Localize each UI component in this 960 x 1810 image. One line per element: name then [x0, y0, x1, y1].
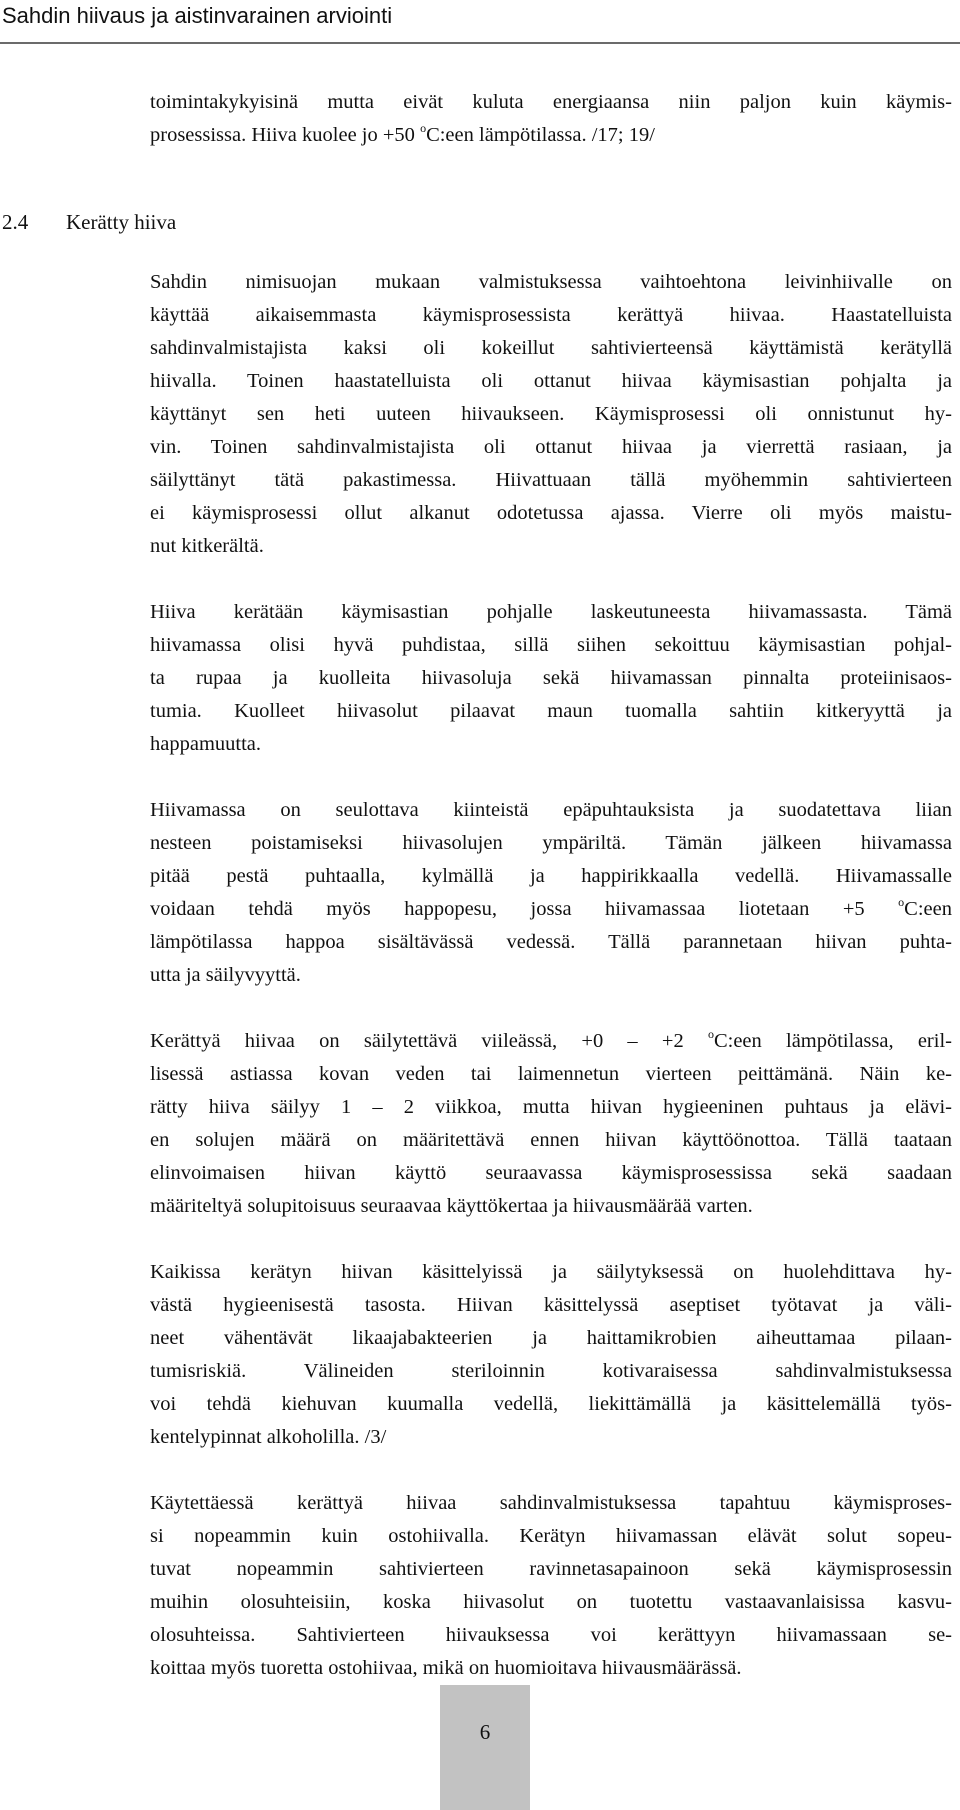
text-line: tumia. Kuolleet hiivasolut pilaavat maun tuomalla sahtiin kitkeryyttä ja — [150, 700, 952, 722]
text-line: neet vähentävät likaajabakteerien ja haittamikrobien aiheuttamaa pilaan- — [150, 1327, 952, 1349]
text-line: elinvoimaisen hiivan käyttö seuraavassa käymisprosessissa sekä saadaan — [150, 1162, 952, 1184]
text-line: ta rupaa ja kuolleita hiivasoluja sekä hiivamassan pinnalta proteiinisaos- — [150, 667, 952, 689]
paragraph-5 — [150, 1256, 952, 1454]
intro-paragraph — [150, 86, 952, 152]
text-segment: Kerättyä hiivaa on säilytettävä viileässä, +0 – +2 — [150, 1030, 708, 1052]
text-segment: C:een — [904, 898, 952, 920]
text-segment: C:een lämpötilassa, eril- — [713, 1030, 952, 1052]
text-line: sahdinvalmistajista kaksi oli kokeillut sahtivierteensä käyttämistä kerätyllä — [150, 337, 952, 359]
paragraph-6 — [150, 1487, 952, 1685]
text-line: Kaikissa kerätyn hiivan käsittelyissä ja säilytyksessä on huolehdittava hy- — [150, 1261, 952, 1283]
document-body — [150, 86, 952, 152]
page-number: 6 — [479, 1720, 491, 1744]
text-line — [150, 1025, 952, 1058]
text-line: muihin olosuhteisiin, koska hiivasolut on tuotettu vastaavanlaisissa kasvu- — [150, 1591, 952, 1613]
degree-superscript: o — [707, 1027, 714, 1041]
paragraph-4 — [150, 1025, 952, 1223]
text-line: happamuutta. — [150, 733, 262, 755]
section-title: Kerätty hiiva — [66, 210, 177, 234]
text-line: määriteltyä solupitoisuus seuraavaa käyttökertaa ja hiivausmäärää varten. — [150, 1195, 753, 1217]
text-line: ei käymisprosessi ollut alkanut odotetussa ajassa. Vierre oli myös maistu- — [150, 502, 952, 524]
text-line: tumisriskiä. Välineiden steriloinnin kotivaraisessa sahdinvalmistuksessa — [150, 1360, 952, 1382]
degree-superscript: o — [898, 895, 905, 909]
paragraph-3 — [150, 794, 952, 992]
section-heading — [2, 207, 702, 237]
degree-superscript: o — [420, 121, 427, 135]
text-line: olosuhteissa. Sahtivierteen hiivauksessa voi kerättyyn hiivamassaan se- — [150, 1624, 952, 1646]
text-line: toimintakykyisinä mutta eivät kuluta energiaansa niin paljon kuin käymis- — [150, 91, 952, 113]
text-segment: C:een lämpötilassa. /17; 19/ — [426, 124, 655, 146]
page-number-box — [440, 1685, 530, 1810]
text-line: si nopeammin kuin ostohiivalla. Kerätyn hiivamassan elävät solut sopeu- — [150, 1525, 952, 1547]
text-line: hiivamassa olisi hyvä puhdistaa, sillä siihen sekoittuu käymisastian pohjal- — [150, 634, 952, 656]
text-line: pitää pestä puhtaalla, kylmällä ja happirikkaalla vedellä. Hiivamassalle — [150, 865, 952, 887]
text-line — [150, 893, 952, 926]
header-title: Sahdin hiivaus ja aistinvarainen arviointi — [2, 3, 393, 28]
text-segment: voidaan tehdä myös happopesu, jossa hiivamassaa liotetaan +5 — [150, 898, 899, 920]
text-segment: prosessissa. Hiiva kuolee jo +50 — [150, 124, 421, 146]
text-line — [150, 119, 952, 152]
paragraph-2 — [150, 596, 952, 761]
text-line: utta ja säilyvyyttä. — [150, 964, 301, 986]
text-line: nut kitkerältä. — [150, 535, 264, 557]
text-line: käyttää aikaisemmasta käymisprosessista kerättyä hiivaa. Haastatelluista — [150, 304, 952, 326]
text-line: Sahdin nimisuojan mukaan valmistuksessa vaihtoehtona leivinhiivalle on — [150, 271, 952, 293]
text-line: nesteen poistamiseksi hiivasolujen ympäriltä. Tämän jälkeen hiivamassa — [150, 832, 952, 854]
text-line: hiivalla. Toinen haastatelluista oli ottanut hiivaa käymisastian pohjalta ja — [150, 370, 952, 392]
text-line: Käytettäessä kerättyä hiivaa sahdinvalmistuksessa tapahtuu käymisproses- — [150, 1492, 952, 1514]
text-line: Hiiva kerätään käymisastian pohjalle laskeutuneesta hiivamassasta. Tämä — [150, 601, 952, 623]
text-line: västä hygieenisestä tasosta. Hiivan käsittelyssä aseptiset työtavat ja väli- — [150, 1294, 952, 1316]
text-line: Hiivamassa on seulottava kiinteistä epäpuhtauksista ja suodatettava liian — [150, 799, 952, 821]
section-number: 2.4 — [2, 210, 29, 234]
section-body — [150, 266, 952, 1685]
text-line: koittaa myös tuoretta ostohiivaa, mikä on huomioitava hiivausmäärässä. — [150, 1657, 742, 1679]
text-line: voi tehdä kiehuvan kuumalla vedellä, liekittämällä ja käsittelemällä työs- — [150, 1393, 952, 1415]
text-line: en solujen määrä on määritettävä ennen hiivan käyttöönottoa. Tällä taataan — [150, 1129, 952, 1151]
running-header — [0, 0, 960, 44]
text-line: käyttänyt sen heti uuteen hiivaukseen. Käymisprosessi oli onnistunut hy- — [150, 403, 952, 425]
paragraph-1 — [150, 266, 952, 563]
text-line: lisessä astiassa kovan veden tai laimennetun vierteen peittämänä. Näin ke- — [150, 1063, 952, 1085]
text-line: säilyttänyt tätä pakastimessa. Hiivattuaan tällä myöhemmin sahtivierteen — [150, 469, 952, 491]
text-line: tuvat nopeammin sahtivierteen ravinnetasapainoon sekä käymisprosessin — [150, 1558, 952, 1580]
text-line: rätty hiiva säilyy 1 – 2 viikkoa, mutta hiivan hygieeninen puhtaus ja elävi- — [150, 1096, 952, 1118]
text-line: lämpötilassa happoa sisältävässä vedessä. Tällä parannetaan hiivan puhta- — [150, 931, 952, 953]
text-line: kentelypinnat alkoholilla. /3/ — [150, 1426, 387, 1448]
text-line: vin. Toinen sahdinvalmistajista oli ottanut hiivaa ja vierrettä rasiaan, ja — [150, 436, 952, 458]
